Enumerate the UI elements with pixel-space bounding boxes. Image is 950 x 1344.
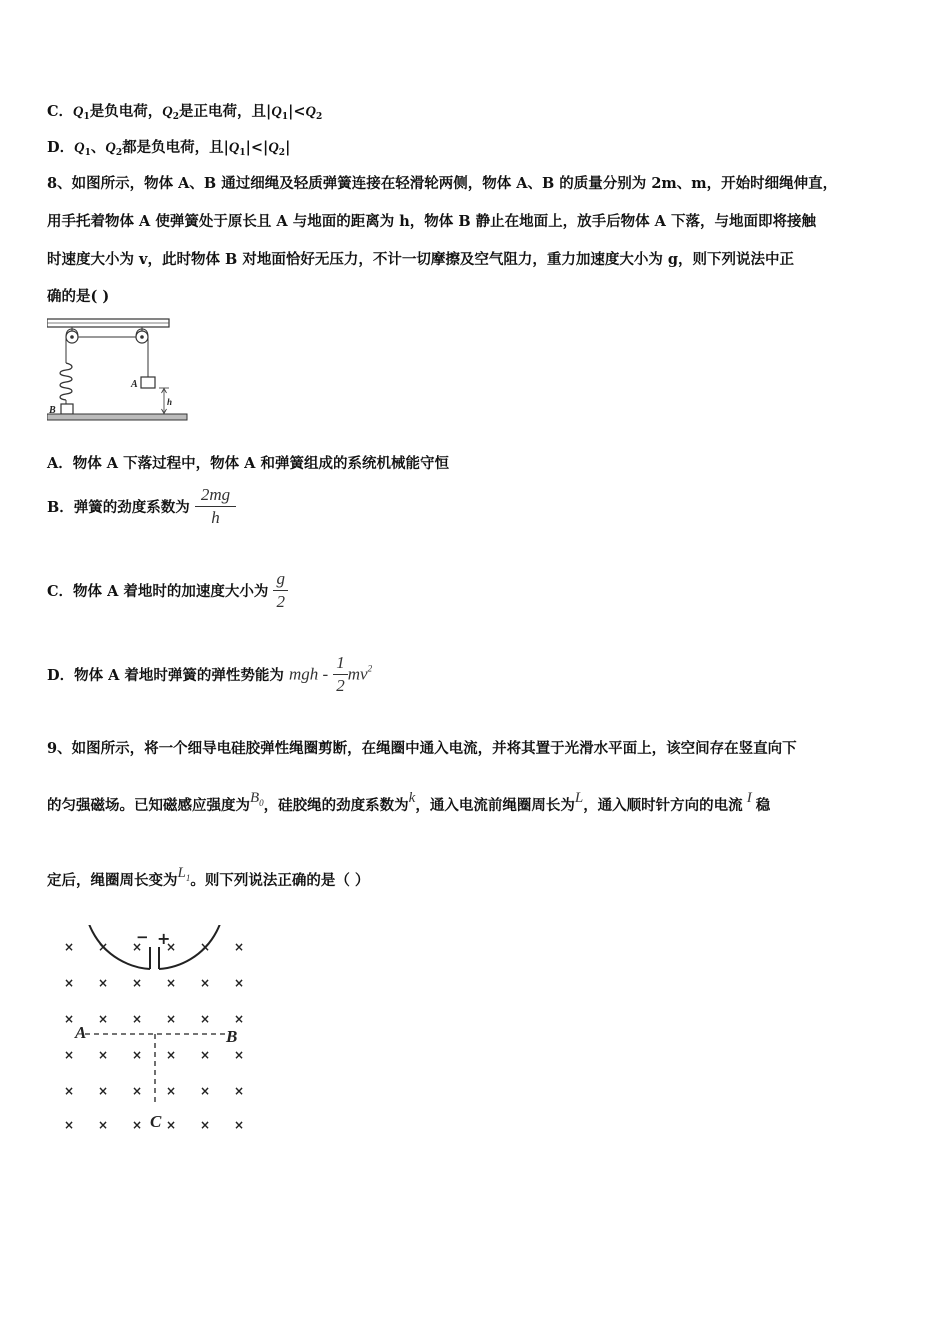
field-cross-mark: × bbox=[132, 940, 143, 954]
field-cross-mark: × bbox=[200, 1084, 211, 1098]
q9-stem-line-1: 9、如图所示，将一个细导电硅胶弹性绳圈剪断，在绳圈中通入电流，并将其置于光滑水平面上，该空间存在竖直向下 bbox=[47, 740, 797, 757]
field-cross-mark: × bbox=[98, 1084, 109, 1098]
field-cross-mark: × bbox=[98, 976, 109, 990]
fraction-g-over-2: $\frac{g}{2}$ bbox=[273, 568, 288, 613]
block-b bbox=[61, 404, 73, 414]
field-cross-mark: × bbox=[98, 1012, 109, 1026]
field-cross-mark: × bbox=[234, 1012, 245, 1026]
field-cross-mark: × bbox=[200, 1118, 211, 1132]
q8-stem-line-3: 时速度大小为 v，此时物体 B 对地面恰好无压力，不计一切摩擦及空气阻力，重力加速度大小为 g，则下列说法中正 bbox=[47, 251, 795, 268]
q8-option-b: B．弹簧的劲度系数为 $\frac{2mg}{h}$ bbox=[47, 484, 236, 529]
q7-option-d: D．$Q_1$、$Q_2$都是负电荷，且$|Q_1|<|Q_2|$ bbox=[47, 139, 291, 158]
field-cross-mark: × bbox=[132, 1048, 143, 1062]
q8-pulley-spring-figure bbox=[47, 315, 192, 425]
q8-stem-line-2: 用手托着物体 A 使弹簧处于原长且 A 与地面的距离为 h，物体 B 静止在地面上，放手后物体 A 下落，与地面即将接触 bbox=[47, 213, 816, 230]
field-cross-mark: × bbox=[166, 1048, 177, 1062]
label-a: A bbox=[75, 1023, 87, 1042]
fraction-1-over-2: $\frac{1}{2}$ bbox=[333, 652, 348, 697]
field-cross-mark: × bbox=[98, 1048, 109, 1062]
field-cross-mark: × bbox=[98, 1118, 109, 1132]
plus-terminal-label: + bbox=[157, 929, 171, 948]
label-b: B bbox=[226, 1027, 238, 1046]
field-cross-mark: × bbox=[64, 1012, 75, 1026]
field-cross-mark: × bbox=[166, 1084, 177, 1098]
q9-stem-line-2: 的匀强磁场。已知磁感应强度为$B^0$，硅胶绳的劲度系数为k，通入电流前绳圈周长为L，通入顺时针方向的电流 I 稳 bbox=[47, 790, 771, 814]
field-cross-mark: × bbox=[64, 940, 75, 954]
field-cross-mark: × bbox=[200, 1048, 211, 1062]
field-cross-mark: × bbox=[132, 1012, 143, 1026]
q9-stem-line-3: 定后，绳圈周长变为$L^1$。则下列说法正确的是（ ） bbox=[47, 865, 370, 889]
field-cross-mark: × bbox=[132, 1118, 143, 1132]
label-b: B bbox=[49, 405, 56, 416]
field-cross-mark: × bbox=[132, 1084, 143, 1098]
q8-stem-line-4: 确的是( ) bbox=[47, 288, 110, 305]
ground bbox=[47, 414, 187, 420]
field-cross-mark: × bbox=[234, 976, 245, 990]
q8-stem-line-1: 8、如图所示，物体 A、B 通过细绳及轻质弹簧连接在轻滑轮两侧，物体 A、B 的质量分别为 2m、m，开始时细绳伸直， bbox=[47, 175, 838, 192]
field-cross-mark: × bbox=[132, 976, 143, 990]
label-c: C bbox=[150, 1112, 162, 1131]
field-cross-mark: × bbox=[166, 1012, 177, 1026]
field-cross-mark: × bbox=[98, 940, 109, 954]
q8-option-a: A．物体 A 下落过程中，物体 A 和弹簧组成的系统机械能守恒 bbox=[47, 455, 449, 472]
field-cross-mark: × bbox=[200, 940, 211, 954]
minus-terminal-label: − bbox=[136, 928, 149, 946]
block-a bbox=[141, 377, 155, 388]
magnetic-field-crosses bbox=[64, 940, 244, 1132]
q8-option-c: C．物体 A 着地时的加速度大小为 $\frac{g}{2}$ bbox=[47, 568, 288, 613]
field-cross-mark: × bbox=[166, 1118, 177, 1132]
spring bbox=[60, 363, 72, 400]
field-cross-mark: × bbox=[200, 1012, 211, 1026]
field-cross-mark: × bbox=[64, 1118, 75, 1132]
q8-option-d: D．物体 A 着地时弹簧的弹性势能为 mgh - $\frac{1}{2}$ $mv^2$ bbox=[47, 653, 373, 695]
fraction-2mg-over-h: $\frac{2mg}{h}$ bbox=[195, 484, 236, 529]
field-cross-mark: × bbox=[200, 976, 211, 990]
field-cross-mark: × bbox=[64, 976, 75, 990]
field-cross-mark: × bbox=[64, 1084, 75, 1098]
q9-magnetic-loop-figure bbox=[55, 925, 255, 1140]
field-cross-mark: × bbox=[234, 1118, 245, 1132]
field-cross-mark: × bbox=[166, 940, 177, 954]
field-cross-mark: × bbox=[234, 1048, 245, 1062]
field-cross-mark: × bbox=[64, 1048, 75, 1062]
label-h: h bbox=[167, 397, 173, 407]
field-cross-mark: × bbox=[166, 976, 177, 990]
q7-option-c: C．$Q_1$是负电荷，$Q_2$是正电荷，且$|Q_1|<Q_2$ bbox=[47, 103, 323, 122]
label-a: A bbox=[131, 379, 138, 390]
field-cross-mark: × bbox=[234, 940, 245, 954]
field-cross-mark: × bbox=[234, 1084, 245, 1098]
